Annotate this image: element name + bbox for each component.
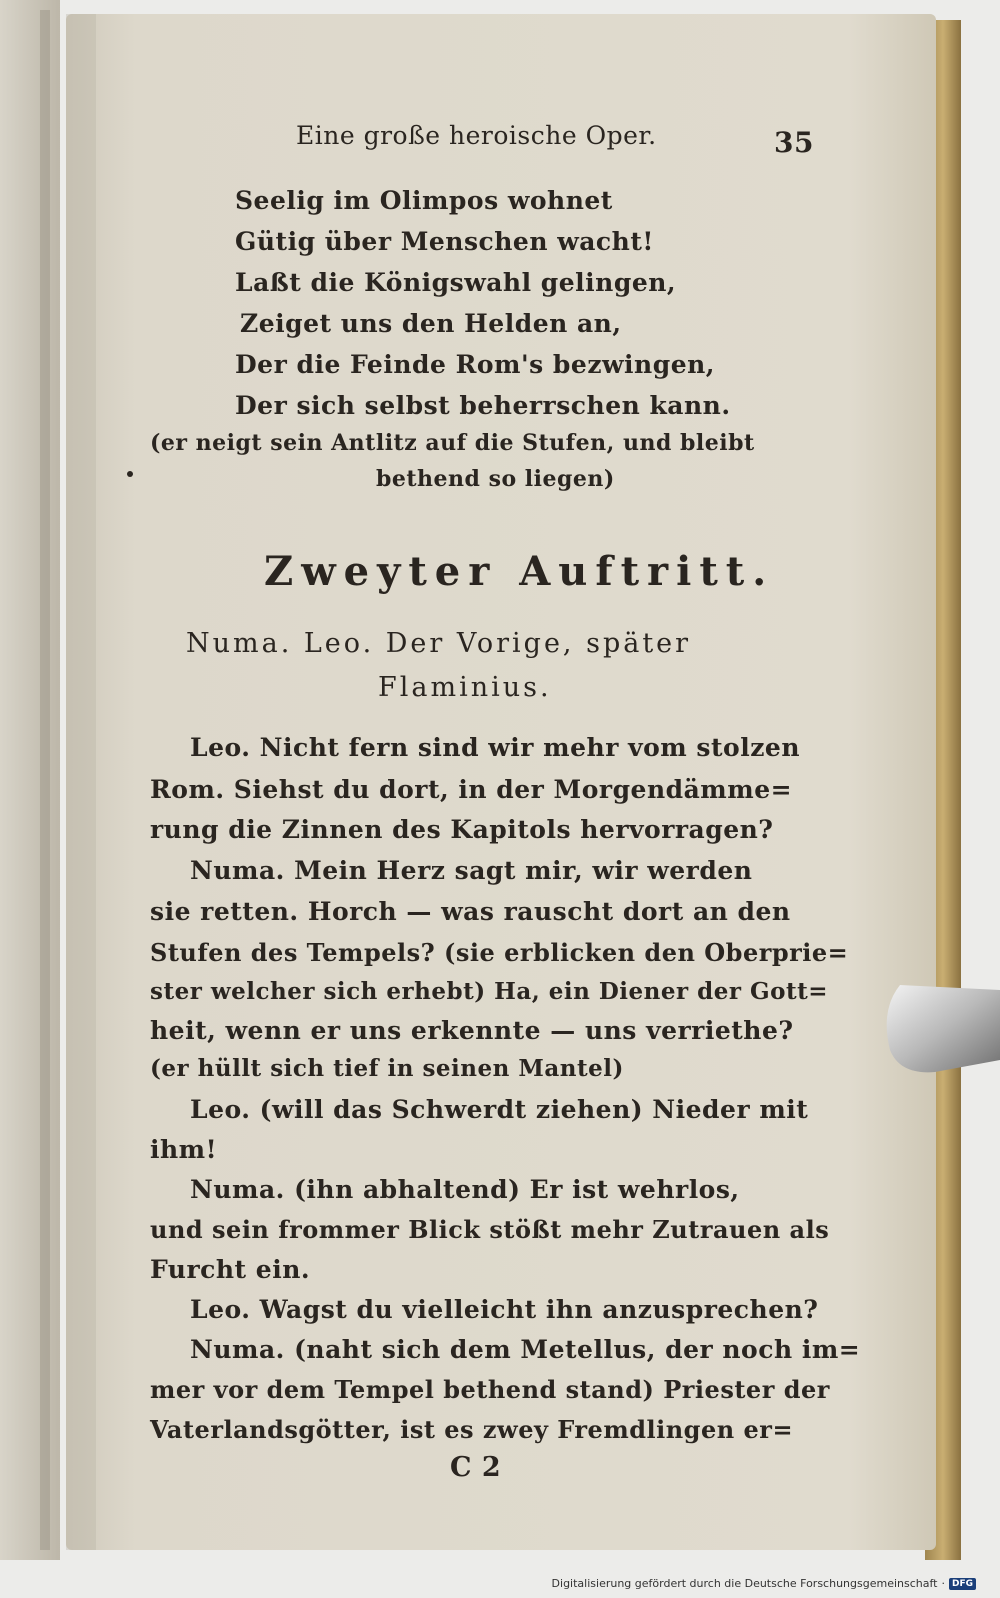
dialogue-line: sie retten. Horch — was rauscht dort an den [150, 897, 791, 926]
dialogue-line: und sein frommer Blick stößt mehr Zutrauen als [150, 1215, 830, 1244]
scene-cast: Numa. Leo. Der Vorige, später [186, 628, 692, 659]
verse-line: Der sich selbst beherrschen kann. [235, 391, 731, 420]
verse-line: Seelig im Olimpos wohnet [235, 186, 613, 215]
page-number: 35 [774, 126, 814, 159]
dialogue-line: Vaterlandsgötter, ist es zwey Fremdlingen er= [150, 1415, 794, 1444]
stage-direction: bethend so liegen) [376, 466, 615, 492]
dialogue-line: heit, wenn er uns erkennte — uns verriethe? [150, 1016, 794, 1045]
scene-title: Zweyter Auftritt. [264, 548, 775, 595]
dialogue-line: rung die Zinnen des Kapitols hervorragen? [150, 815, 774, 844]
scene-cast: Flaminius. [378, 672, 552, 703]
dialogue-line: Leo. Wagst du vielleicht ihn anzusprechen? [190, 1295, 819, 1324]
verse-line: Gütig über Menschen wacht! [235, 227, 654, 256]
dialogue-line: Numa. (ihn abhaltend) Er ist wehrlos, [190, 1175, 740, 1204]
dialogue-line: Leo. (will das Schwerdt ziehen) Nieder mit [190, 1095, 809, 1124]
digitization-credit: Digitalisierung gefördert durch die Deutsche Forschungsgemeinschaft · DFG [552, 1577, 976, 1590]
running-title: Eine große heroische Oper. [296, 121, 657, 150]
stage-direction: (er neigt sein Antlitz auf die Stufen, und bleibt [150, 430, 755, 456]
dialogue-line: Numa. (naht sich dem Metellus, der noch im= [190, 1335, 861, 1364]
dialogue-line: Stufen des Tempels? (sie erblicken den Oberprie= [150, 938, 849, 967]
dialogue-line: ster welcher sich erhebt) Ha, ein Diener der Gott= [150, 978, 828, 1005]
signature-mark: C 2 [450, 1452, 502, 1483]
dialogue-line: ihm! [150, 1135, 218, 1164]
credit-text: Digitalisierung gefördert durch die Deutsche Forschungsgemeinschaft [551, 1577, 938, 1590]
verse-line: Zeiget uns den Helden an, [240, 309, 622, 338]
dialogue-line: mer vor dem Tempel bethend stand) Priester der [150, 1375, 830, 1404]
dfg-logo: DFG [949, 1578, 976, 1590]
verse-line: Der die Feinde Rom's bezwingen, [235, 350, 715, 379]
verse-line: Laßt die Königswahl gelingen, [235, 268, 677, 297]
dialogue-line: Furcht ein. [150, 1255, 311, 1284]
dialogue-line: Rom. Siehst du dort, in der Morgendämme= [150, 775, 793, 804]
dialogue-line: Numa. Mein Herz sagt mir, wir werden [190, 856, 753, 885]
dialogue-line: (er hüllt sich tief in seinen Mantel) [150, 1055, 624, 1082]
dialogue-line: Leo. Nicht fern sind wir mehr vom stolzen [190, 733, 801, 762]
